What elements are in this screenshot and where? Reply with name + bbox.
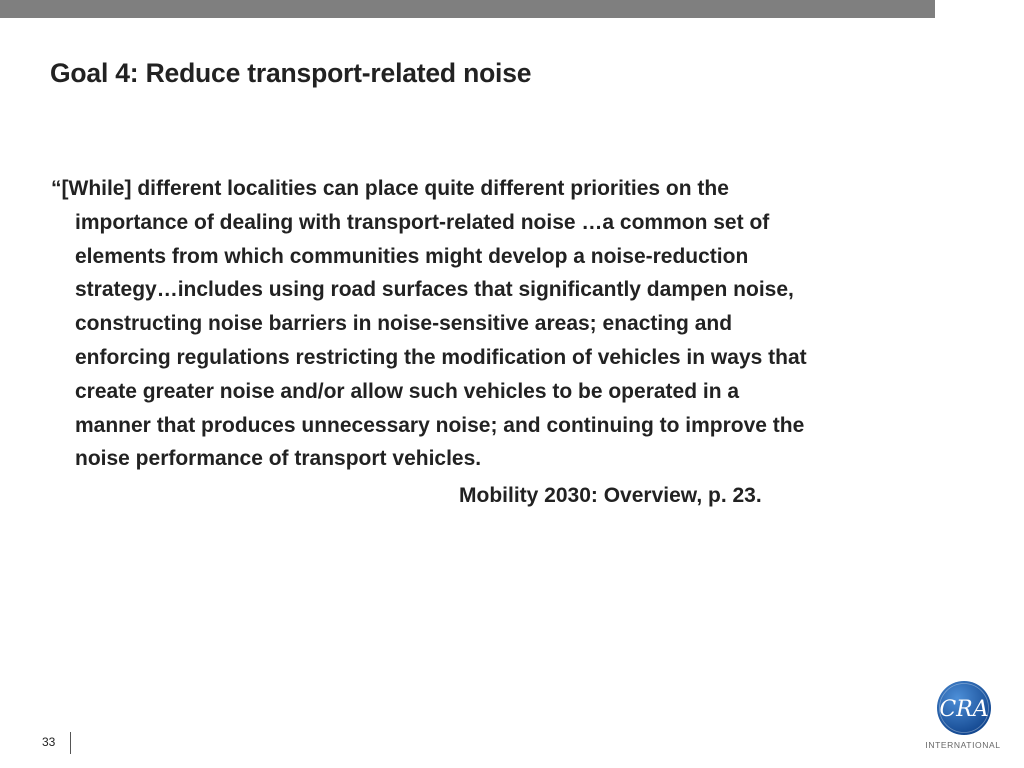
quote-citation: Mobility 2030: Overview, p. 23.: [459, 484, 762, 507]
slide-title: Goal 4: Reduce transport-related noise: [50, 58, 532, 88]
page-number-divider: [70, 732, 71, 754]
quote-line: constructing noise barriers in noise-sensitive areas; enacting and: [75, 312, 733, 336]
quote-line: “[While] different localities can place quite different priorities on the: [51, 177, 729, 200]
logo-caption: INTERNATIONAL: [925, 740, 1001, 750]
page-number: 33: [42, 735, 56, 749]
quote-line: manner that produces unnecessary noise; and continuing to improve the: [75, 413, 805, 437]
logo-monogram-text: CRA: [939, 697, 989, 722]
quote-line: elements from which communities might develop a noise-reduction: [75, 244, 749, 268]
quote-block: [51, 172, 986, 476]
cra-monogram-icon: [936, 680, 992, 736]
cra-international-logo: [918, 678, 1008, 754]
quote-line: create greater noise and/or allow such vehicles to be operated in a: [75, 379, 740, 403]
quote-line: importance of dealing with transport-related noise …a common set of: [75, 210, 770, 234]
quote-line: enforcing regulations restricting the modification of vehicles in ways that: [75, 345, 807, 369]
quote-line: strategy…includes using road surfaces that significantly dampen noise,: [75, 278, 794, 302]
top-bar: [0, 0, 935, 18]
quote-line: noise performance of transport vehicles.: [75, 447, 482, 471]
